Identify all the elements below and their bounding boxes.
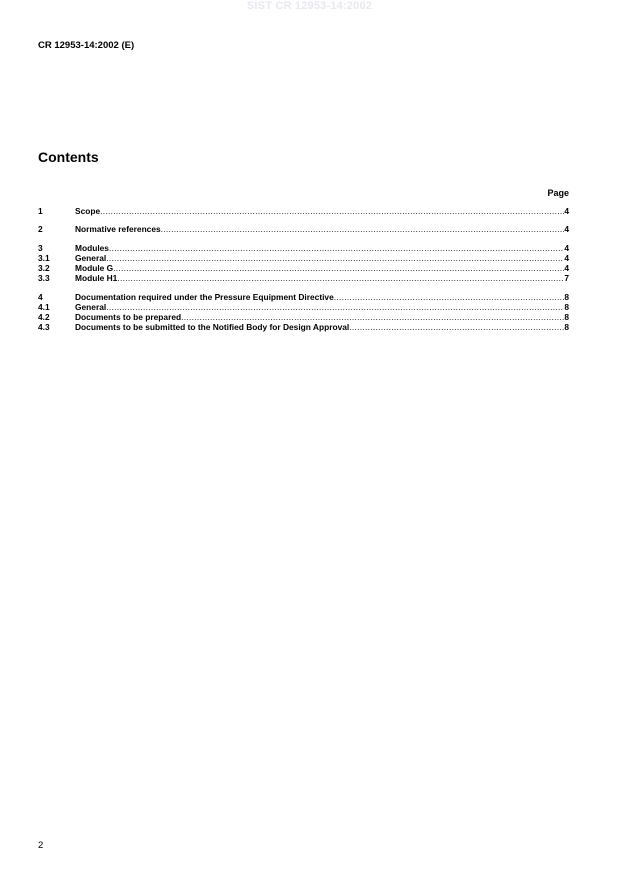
toc-entry-number: 3.2 bbox=[38, 263, 50, 274]
toc-entry-page: 4 bbox=[564, 224, 569, 235]
toc-entry-4[interactable] bbox=[38, 292, 569, 302]
toc-dot-leader bbox=[106, 253, 564, 263]
toc-dot-leader bbox=[100, 206, 564, 216]
toc-entry-page: 4 bbox=[564, 252, 569, 263]
toc-entry-page: 8 bbox=[564, 322, 569, 333]
toc-dot-leader bbox=[117, 273, 564, 283]
toc-dot-leader bbox=[161, 224, 565, 234]
toc-entry-number: 2 bbox=[38, 224, 43, 235]
toc-entry-title: Module H1 bbox=[75, 273, 118, 284]
toc-entry-page: 4 bbox=[564, 242, 569, 253]
toc-entry-number: 3.1 bbox=[38, 252, 50, 263]
toc-entry-number: 3.3 bbox=[38, 273, 50, 284]
toc-entry-title: Normative references bbox=[75, 224, 161, 235]
toc-entry-number: 4.2 bbox=[38, 312, 50, 323]
toc-dot-leader bbox=[113, 263, 564, 273]
toc-entry-3[interactable] bbox=[38, 243, 569, 253]
page-number: 2 bbox=[38, 840, 44, 851]
toc-entry-4-3[interactable] bbox=[38, 322, 569, 332]
toc-entry-page: 7 bbox=[564, 273, 569, 284]
document-reference: CR 12953-14:2002 (E) bbox=[38, 40, 135, 51]
toc-entry-title: Documents to be submitted to the Notified Body for Design Approval bbox=[75, 322, 350, 333]
toc-entry-title: General bbox=[75, 252, 107, 263]
toc-entry-title: Documentation required under the Pressure Equipment Directive bbox=[75, 291, 334, 302]
toc-entry-page: 8 bbox=[564, 291, 569, 302]
table-of-contents bbox=[38, 206, 569, 332]
toc-entry-number: 4.3 bbox=[38, 322, 50, 333]
page-column-label: Page bbox=[547, 188, 569, 198]
toc-entry-title: Module G bbox=[75, 263, 114, 274]
toc-dot-leader bbox=[181, 312, 564, 322]
toc-entry-3-2[interactable] bbox=[38, 263, 569, 273]
toc-entry-number: 4.1 bbox=[38, 301, 50, 312]
toc-entry-number: 3 bbox=[38, 242, 43, 253]
toc-entry-page: 8 bbox=[564, 301, 569, 312]
watermark-text: SIST CR 12953-14:2002 bbox=[246, 0, 373, 12]
toc-entry-2[interactable] bbox=[38, 224, 569, 234]
toc-entry-page: 4 bbox=[564, 263, 569, 274]
contents-heading: Contents bbox=[38, 149, 99, 165]
toc-entry-page: 4 bbox=[564, 206, 569, 216]
toc-entry-title: General bbox=[75, 301, 107, 312]
toc-dot-leader bbox=[334, 292, 565, 302]
toc-entry-number: 4 bbox=[38, 291, 43, 302]
toc-entry-4-1[interactable] bbox=[38, 302, 569, 312]
toc-entry-page: 8 bbox=[564, 312, 569, 323]
toc-dot-leader bbox=[106, 302, 564, 312]
toc-entry-3-3[interactable] bbox=[38, 273, 569, 283]
toc-entry-title: Scope bbox=[75, 206, 101, 216]
toc-entry-title: Modules bbox=[75, 242, 109, 253]
toc-entry-1[interactable] bbox=[38, 206, 569, 216]
toc-entry-4-2[interactable] bbox=[38, 312, 569, 322]
toc-dot-leader bbox=[349, 322, 564, 332]
toc-entry-title: Documents to be prepared bbox=[75, 312, 182, 323]
toc-entry-number: 1 bbox=[38, 206, 43, 216]
toc-entry-3-1[interactable] bbox=[38, 253, 569, 263]
toc-dot-leader bbox=[109, 243, 564, 253]
